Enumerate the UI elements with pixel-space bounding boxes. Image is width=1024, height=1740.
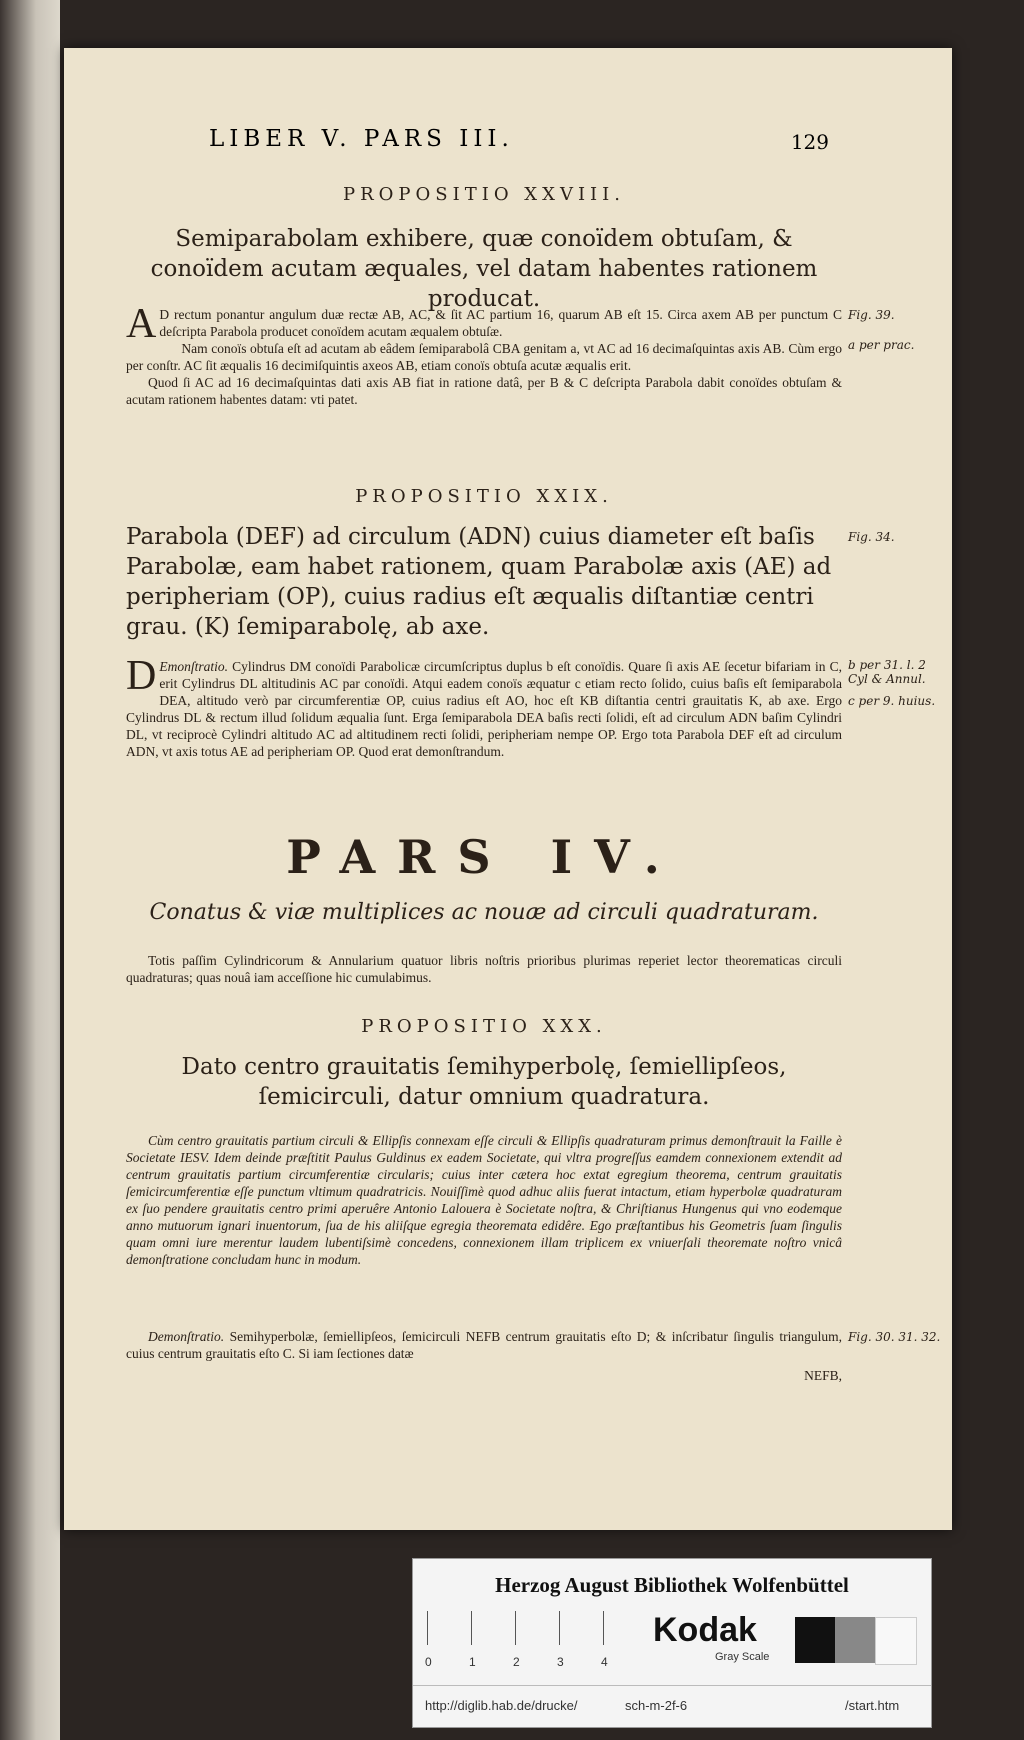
margin-note-reference: b per 31. l. 2 Cyl & Annul.	[848, 658, 926, 686]
scale-tick	[471, 1611, 472, 1645]
scale-label: 1	[469, 1655, 476, 1669]
part-intro	[126, 952, 842, 986]
part-subtitle: Conatus & viæ multiplices ac nouæ ad circuli quadraturam.	[149, 900, 819, 925]
page-header	[209, 126, 829, 156]
scale-tick	[603, 1611, 604, 1645]
scale-tick	[515, 1611, 516, 1645]
running-head: LIBER V. PARS III.	[209, 126, 514, 152]
scale-tick	[559, 1611, 560, 1645]
gray-swatch	[835, 1617, 875, 1663]
dropcap: A	[126, 301, 157, 347]
paragraph: Semihyperbolæ, ſemiellipſeos, ſemicirculi NEFB centrum grauitatis eſto D; & inſcribatur ſingulis triangulum, cuius centrum grauitatis eſto C. Si iam ſectiones datæ	[126, 1329, 842, 1361]
margin-note-figure: Fig. 39.	[848, 308, 895, 322]
catchword: NEFB,	[804, 1368, 842, 1383]
ruler-scale	[427, 1611, 603, 1645]
proposition-29-heading: PROPOSITIO XXIX.	[355, 486, 613, 507]
demonstratio-label: Demonſtratio.	[148, 1329, 225, 1344]
proposition-30-statement: Dato centro grauitatis ſemihyperbolę, ſemiellipſeos, ſemicirculi, datur omnium quadratura.	[181, 1054, 787, 1110]
black-swatch	[795, 1617, 835, 1663]
paragraph: Totis paſſim Cylindricorum & Annularium quatuor libris noſtris prioribus plurimas reperiet lector theorematicas circuli quadraturas; quas nouâ iam acceſſione hic cumulabimus.	[126, 953, 842, 985]
scale-label: 2	[513, 1655, 520, 1669]
library-url: http://diglib.hab.de/drucke/	[425, 1698, 578, 1713]
paragraph: Quod ſi AC ad 16 decimaſquintas dati axis AB fiat in ratione datâ, per B & C deſcripta Parabola dabit conoïdes obtuſam & acutam rationem habentes datam: vti patet.	[126, 375, 842, 407]
book-page	[64, 48, 952, 1530]
proposition-29-statement: Parabola (DEF) ad circulum (ADN) cuius diameter eſt baſis Parabolæ, eam habet rationem, quam Parabolæ axis (AE) ad peripheriam (OP), cuius radius eſt æqualis diſtantiæ centri grau. (K) ſemiparabolę, ab axe.	[126, 524, 832, 640]
proposition-30-demonstration	[126, 1328, 842, 1362]
scale-label: 3	[557, 1655, 564, 1669]
scale-tick	[427, 1611, 428, 1645]
library-name: Herzog August Bibliothek Wolfenbüttel	[495, 1573, 849, 1597]
margin-note-reference: a per prac.	[848, 338, 915, 352]
margin-note-reference: c per 9. huius.	[848, 694, 936, 708]
proposition-30-heading: PROPOSITIO XXX.	[361, 1016, 607, 1037]
kodak-logo: Kodak	[653, 1611, 757, 1649]
url-row	[413, 1685, 931, 1726]
proposition-28-statement: Semiparabolam exhibere, quæ conoïdem obtuſam, & conoïdem acutam æquales, vel datam habentes rationem producat.	[150, 226, 818, 312]
proposition-28-heading: PROPOSITIO XXVIII.	[342, 184, 625, 205]
start-page: /start.htm	[845, 1698, 900, 1713]
paragraph: Cylindrus DM conoïdi Parabolicæ circumſcriptus duplus b eſt conoïdis. Quare ſi axis AE ſecetur bifariam in C, erit Cylindrus DL altitudinis AC par conoïdi. Atqui eadem conoïs æquatur c etiam recto ſolido, cuius baſis eſt ſemiparabola DEA, altitudo verò par circumferentiæ OP, cuius radius eſt AO, hoc eſt KB diſtantia centri grauitatis K, ab axe. Ergo Cylindrus DL & rectum illud ſolidum æqualia ſunt. Erga ſemiparabola DEA baſis recti ſolidi, eſt ad circulum ADN baſim Cylindri DL, vt reciprocè Cylindri altitudo AC ad altitudinem recti ſolidi, peripheriam nempe OP. Ergo tota Parabola DEF eſt ad circulum ADN, vt axis totus AE ad peripheriam OP. Quod erat demonſtrandum.	[126, 659, 842, 759]
proposition-28-body	[126, 301, 842, 408]
dropcap: D	[126, 653, 157, 699]
page-number: 129	[790, 130, 829, 154]
margin-note-figure: Fig. 30. 31. 32.	[848, 1330, 941, 1344]
proposition-30-scholium	[126, 1132, 842, 1268]
proposition-29-demonstration	[126, 653, 842, 760]
white-swatch	[875, 1617, 917, 1665]
gray-scale-label: Gray Scale	[715, 1651, 770, 1663]
color-calibration-target	[412, 1558, 932, 1728]
margin-note-figure: Fig. 34.	[848, 530, 895, 544]
scale-label: 0	[425, 1655, 432, 1669]
adjacent-page-edge	[0, 0, 60, 1740]
scale-label: 4	[601, 1655, 608, 1669]
paragraph: Cùm centro grauitatis partium circuli & Ellipſis connexam eſſe circuli & Ellipſis quadraturam primus demonſtrauit la Faille è Societate IESV. Idem deinde præſtitit Paulus Guldinus ex eadem Societate, qui vltra progreſſus eamdem connexionem extendit ad centrum grauitatis partium circumferentiæ circularis; cuius inter cætera hoc extat egregium theorema, centrum grauitatis ſemicircumferentiæ eſſe punctum vltimum quadratricis. Nouiſſimè quod adhuc aliis fuerat intactum, etiam hyperbolæ quadraturam ex ſuo pendere grauitatis centro primi aperuêre Antonio Lalouera è Societate noſtra, & Chriſtianus Hungenus qui vno eodemque anno mutuorum ignari inuentorum, ſua de his aliiſque egregia theoremata edidêre. Ego præſtantibus his Geometris ſuam ſingulis quam omni iure merentur laudem lubentiſsimè concedens, connexionem illam triplicem ex vniuerſali theoremate noſtro vnicâ demonſtratione concludam hunc in modum.	[126, 1133, 842, 1267]
paragraph: Nam conoïs obtuſa eſt ad acutam ab eâdem ſemiparabolâ CBA genitam a, vt AC ad 16 decimaſquintas axis AB. Cùm ergo per conſtr. AC ſit æqualis 16 decimiſquintis axeos AB, etiam conoïs obtuſa acutæ æqualis erit.	[126, 341, 842, 373]
paragraph: D rectum ponantur angulum duæ rectæ AB, AC, & ſit AC partium 16, quarum AB eſt 15. Circa axem AB per punctum C deſcripta Parabola producet conoïdem acutam æqualem obtuſæ.	[159, 307, 842, 339]
shelfmark: sch-m-2f-6	[625, 1698, 688, 1713]
part-title: PARS IV.	[286, 830, 682, 884]
demonstratio-label: Emonſtratio.	[159, 659, 228, 674]
